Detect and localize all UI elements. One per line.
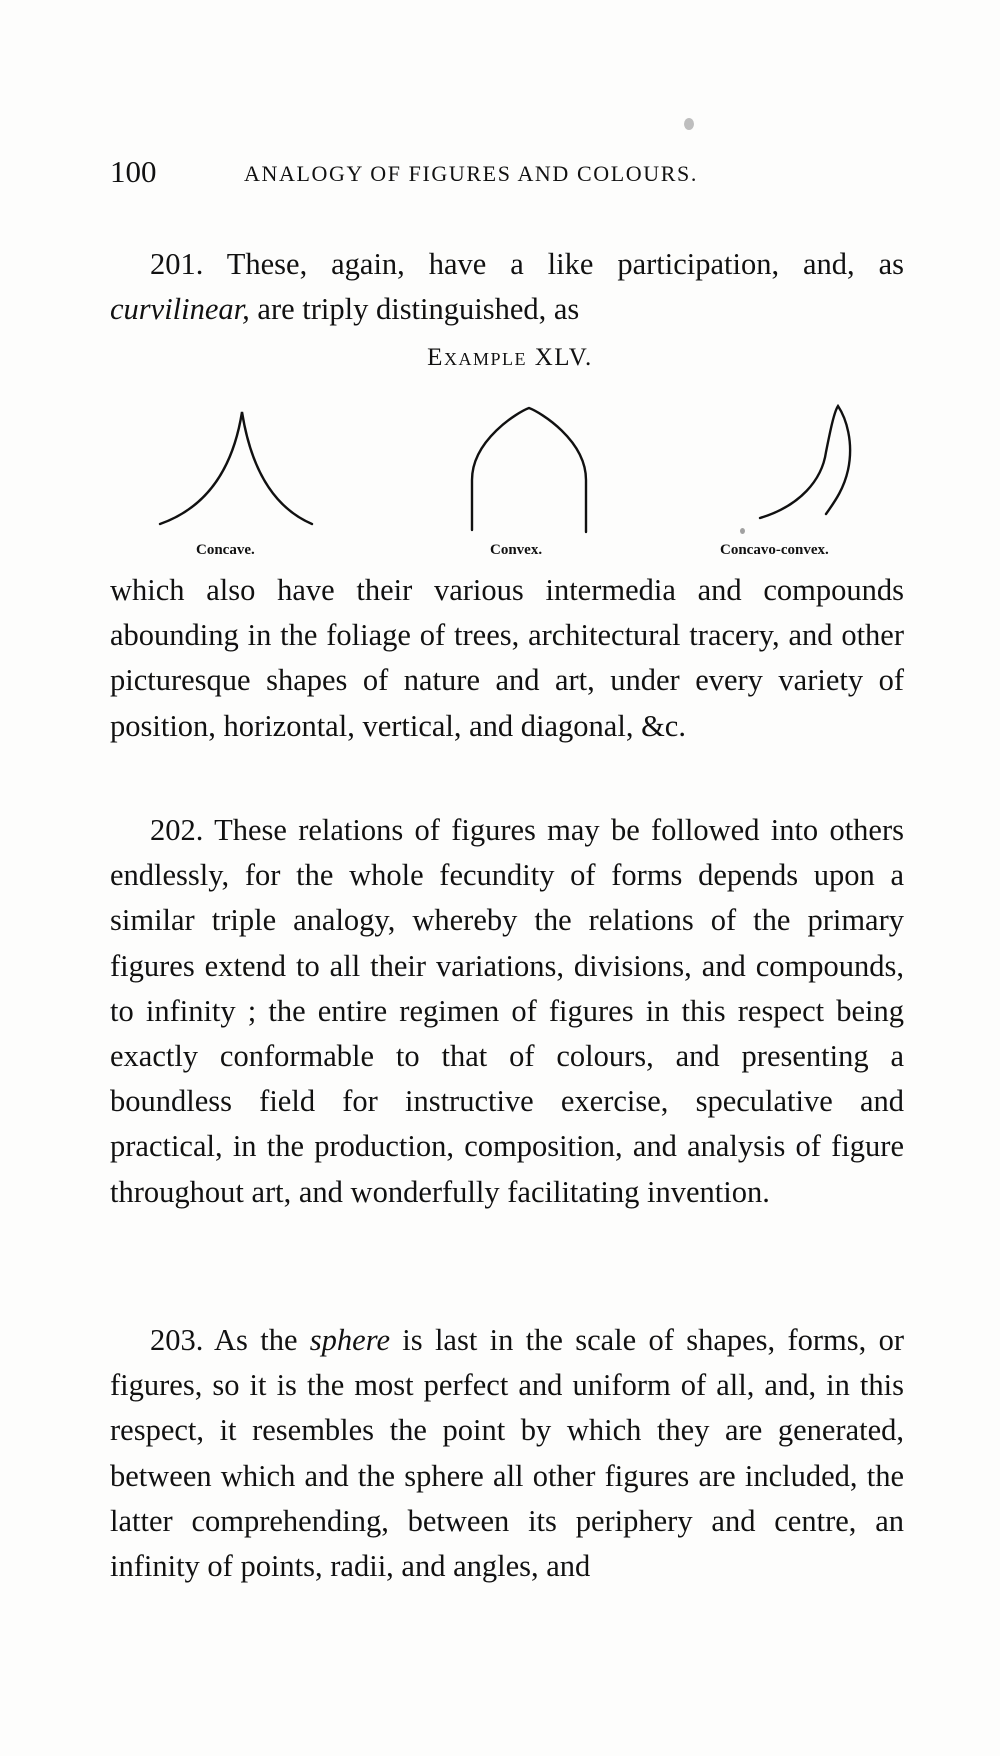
- paragraph-201-text-end: are triply distinguished, as: [249, 292, 580, 327]
- section-number-201: 201.: [150, 247, 204, 281]
- label-convex: Convex.: [490, 542, 543, 558]
- paragraph-201-text: These, again, have a like participation, and, as: [203, 247, 904, 281]
- label-concave: Concave.: [196, 542, 255, 558]
- label-concavo-convex: Concavo-convex.: [720, 542, 829, 558]
- page-number: 100: [110, 154, 157, 189]
- ink-spot: [740, 528, 745, 534]
- concavo-convex-figure: [760, 406, 850, 518]
- italic-sphere: sphere: [309, 1323, 390, 1357]
- section-number-202: 202.: [150, 813, 204, 847]
- concave-figure: [160, 412, 312, 524]
- running-head: ANALOGY OF FIGURES AND COLOURS.: [244, 161, 698, 186]
- section-number-203: 203.: [150, 1323, 204, 1357]
- paragraph-203: [110, 1318, 904, 1589]
- paragraph-201-continued: which also have their various intermedia and compounds abounding in the foliage of trees, architectural tracery, and other picturesque shapes of nature and art, under every variety of position, horizontal, vertical, and diagonal, &c.: [110, 573, 904, 743]
- paragraph-202-text: These relations of figures may be followed into others endlessly, for the whole fecundity of forms depends upon a similar triple analogy, whereby the relations of the primary figures extend to all their variations, divisions, and compounds, to infinity ; the entire regimen of figures in this respect being exactly conformable to that of colours, and presenting a boundless field for instructive exercise, speculative and practical, in the production, composition, and analysis of figure throughout art, and wonderfully facilitating invention.: [110, 813, 904, 1209]
- paragraph-203-text-end: is last in the scale of shapes, forms, or figures, so it is the most perfect and uniform of all, and, in this respect, it resembles the point by which they are generated, between which and the sphere all other figures are included, the latter comprehending, between its periphery and centre, an infinity of points, radii, and angles, and: [110, 1323, 904, 1584]
- figure-example-xlv: [0, 0, 1000, 600]
- italic-curvilinear: curvilinear,: [110, 292, 250, 327]
- paragraph-203-text: As the: [203, 1323, 310, 1357]
- paragraph-202: [110, 808, 904, 1215]
- convex-figure: [472, 408, 586, 532]
- example-title-text: Example XLV.: [427, 344, 593, 371]
- ink-spot: [684, 118, 694, 130]
